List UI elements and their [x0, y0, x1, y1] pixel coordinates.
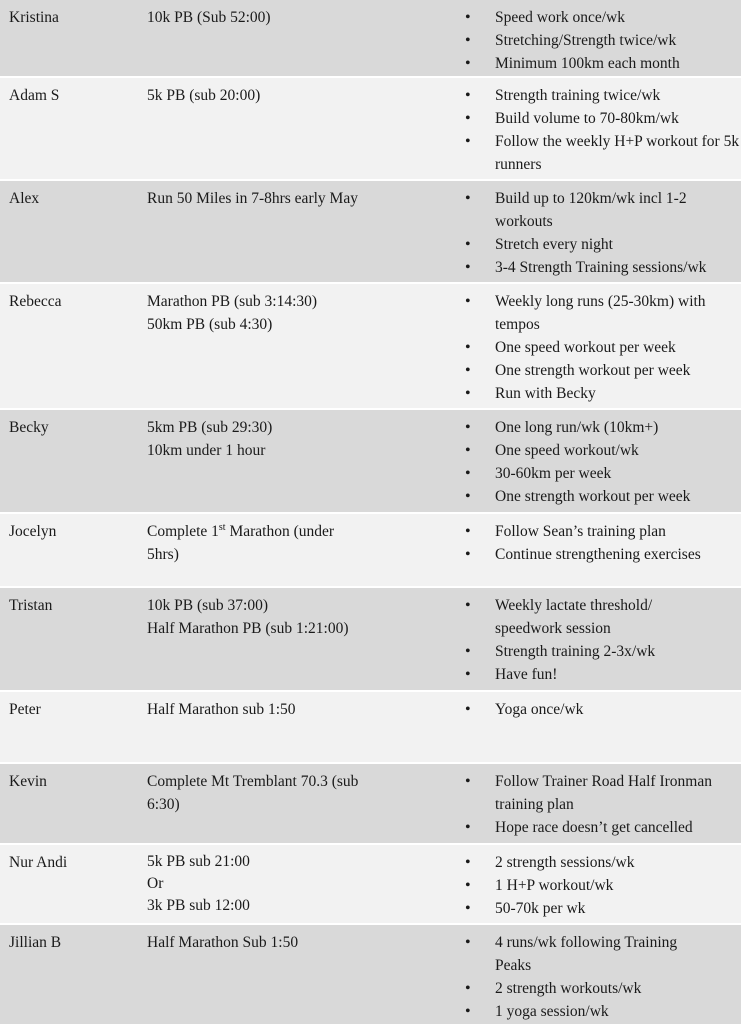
plan-list [465, 520, 741, 566]
plan-list [465, 931, 741, 1023]
list-item: • One speed workout/wk [465, 439, 741, 462]
runner-name: Jillian B [9, 934, 62, 951]
ordinal-suffix: st [218, 521, 226, 533]
list-item: • 4 runs/wk following Training Peaks [465, 931, 741, 977]
goal-cell [147, 6, 465, 76]
goal-text: Half Marathon PB (sub 1:21:00) [147, 620, 349, 637]
goal-cell [147, 851, 465, 923]
table-row [0, 0, 741, 78]
table-row [0, 692, 741, 764]
list-item: • 3-4 Strength Training sessions/wk [465, 256, 741, 279]
list-item: • Strength training 2-3x/wk [465, 640, 741, 663]
goal-cell [147, 698, 465, 762]
goal-text: 5k PB sub 21:00 [147, 853, 250, 870]
list-item: • 2 strength sessions/wk [465, 851, 741, 874]
goal-text: Or [147, 875, 164, 892]
list-item: • Weekly long runs (25-30km) with tempos [465, 290, 741, 336]
plan-cell [465, 187, 741, 282]
list-item: • Speed work once/wk [465, 6, 741, 29]
list-item: • Stretching/Strength twice/wk [465, 29, 741, 52]
runner-name: Rebecca [9, 293, 62, 310]
runner-name: Kevin [9, 773, 47, 790]
plan-cell [465, 770, 741, 843]
list-item: • Follow the weekly H+P workout for 5k runners [465, 130, 741, 176]
goal-cell [147, 520, 465, 586]
runner-name: Jocelyn [9, 523, 57, 540]
list-item: • Follow Trainer Road Half Ironman training plan [465, 770, 741, 816]
table-row [0, 845, 741, 925]
goal-cell [147, 931, 465, 1024]
goal-text: 5km PB (sub 29:30) [147, 419, 273, 436]
table-row [0, 588, 741, 692]
plan-cell [465, 416, 741, 512]
table-row [0, 764, 741, 845]
list-item: • Build volume to 70-80km/wk [465, 107, 741, 130]
list-item: • Stretch every night [465, 233, 741, 256]
plan-list [465, 84, 741, 176]
goal-text: Complete Mt Tremblant 70.3 (sub 6:30) [147, 773, 359, 813]
list-item: • One long run/wk (10km+) [465, 416, 741, 439]
plan-list [465, 698, 741, 721]
goal-cell [147, 187, 465, 282]
list-item: • Follow Sean’s training plan [465, 520, 741, 543]
list-item: • One strength workout per week [465, 359, 741, 382]
plan-cell [465, 931, 741, 1024]
list-item: • Strength training twice/wk [465, 84, 741, 107]
table-row [0, 410, 741, 514]
plan-cell [465, 698, 741, 762]
plan-list [465, 851, 741, 920]
table-row [0, 78, 741, 181]
goal-text [147, 520, 365, 566]
list-item: • Weekly lactate threshold/ speedwork session [465, 594, 741, 640]
plan-cell [465, 290, 741, 408]
goal-cell [147, 770, 465, 843]
list-item: • Build up to 120km/wk incl 1-2 workouts [465, 187, 741, 233]
goal-text: Half Marathon Sub 1:50 [147, 934, 299, 951]
goal-text-start: Complete 1 [147, 523, 219, 540]
plan-cell [465, 6, 741, 76]
runner-name: Kristina [9, 9, 59, 26]
table-row [0, 284, 741, 410]
list-item: • 2 strength workouts/wk [465, 977, 741, 1000]
plan-list [465, 6, 741, 75]
list-item: • Have fun! [465, 663, 741, 686]
plan-cell [465, 851, 741, 923]
goal-cell [147, 416, 465, 512]
list-item: • 50-70k per wk [465, 897, 741, 920]
table-row [0, 925, 741, 1024]
plan-list [465, 770, 741, 839]
runner-name: Alex [9, 190, 40, 207]
runner-name: Peter [9, 701, 41, 718]
goal-text: Half Marathon sub 1:50 [147, 701, 296, 718]
goal-cell [147, 84, 465, 179]
goal-text: 10k PB (sub 37:00) [147, 597, 268, 614]
list-item: • Yoga once/wk [465, 698, 741, 721]
table-row [0, 181, 741, 284]
goal-text: 10km under 1 hour [147, 442, 266, 459]
goal-text: Marathon PB (sub 3:14:30) [147, 293, 318, 310]
plan-list [465, 187, 741, 279]
goal-text: 5k PB (sub 20:00) [147, 87, 261, 104]
plan-list [465, 594, 741, 686]
goal-cell [147, 594, 465, 690]
list-item: • 30-60km per week [465, 462, 741, 485]
goal-text: 10k PB (Sub 52:00) [147, 9, 271, 26]
list-item: • 1 yoga session/wk [465, 1000, 741, 1023]
plan-cell [465, 84, 741, 179]
table-row [0, 514, 741, 588]
goal-text-end: Marathon (under 5hrs) [147, 523, 335, 563]
plan-cell [465, 594, 741, 690]
list-item: • 1 H+P workout/wk [465, 874, 741, 897]
runner-name: Adam S [9, 87, 60, 104]
list-item: • Run with Becky [465, 382, 741, 405]
goal-cell [147, 290, 465, 408]
goal-text: Run 50 Miles in 7-8hrs early May [147, 190, 358, 207]
list-item: • One strength workout per week [465, 485, 741, 508]
goal-text: 3k PB sub 12:00 [147, 897, 250, 914]
plan-list [465, 416, 741, 508]
list-item: • Hope race doesn’t get cancelled [465, 816, 741, 839]
runner-name: Becky [9, 419, 49, 436]
list-item: • Continue strengthening exercises [465, 543, 741, 566]
plan-cell [465, 520, 741, 586]
runner-name: Tristan [9, 597, 53, 614]
plan-list [465, 290, 741, 405]
list-item: • One speed workout per week [465, 336, 741, 359]
goal-text: 50km PB (sub 4:30) [147, 316, 273, 333]
list-item: • Minimum 100km each month [465, 52, 741, 75]
runner-name: Nur Andi [9, 854, 68, 871]
